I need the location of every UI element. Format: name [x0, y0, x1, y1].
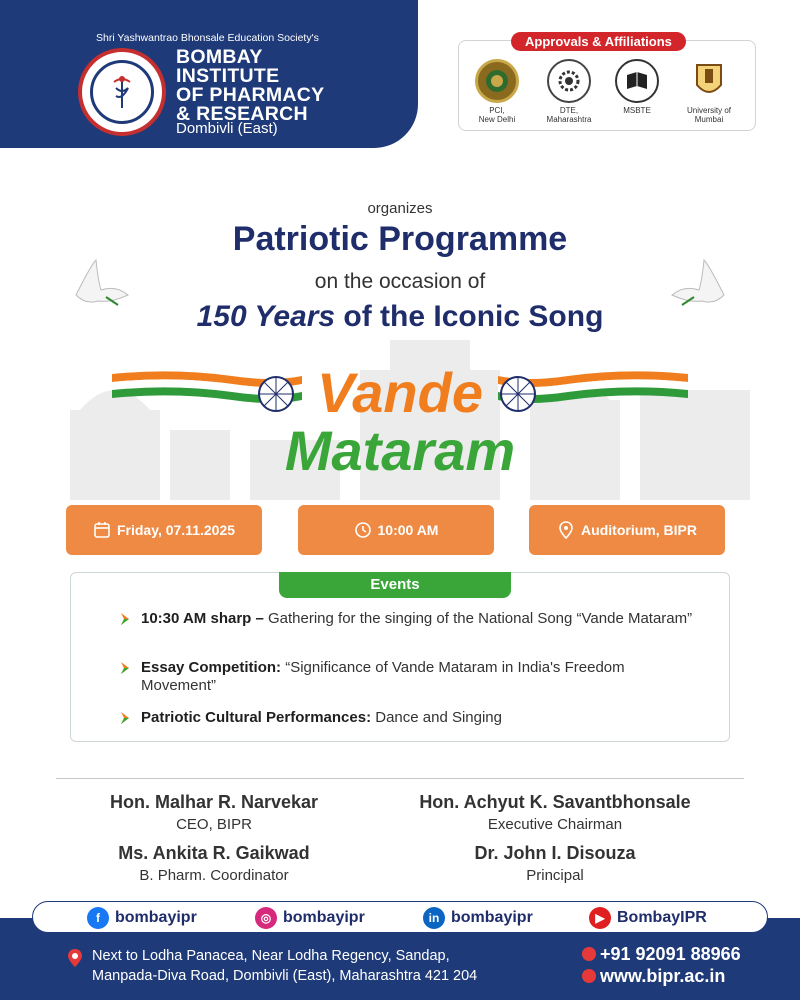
- person-ceo: Hon. Malhar R. Narvekar CEO, BIPR: [109, 792, 319, 833]
- event-item: 10:30 AM sharp – Gathering for the singing of the National Song “Vande Mataram”: [141, 610, 701, 628]
- footer-website[interactable]: www.bipr.ac.in: [582, 966, 725, 987]
- organizes-text: organizes: [367, 200, 433, 217]
- address-pin-icon: [66, 948, 84, 968]
- venue-box: [529, 505, 725, 555]
- approvals-panel: [458, 34, 756, 131]
- chevron-right-icon: [119, 711, 131, 725]
- right-dove-icon: [664, 255, 734, 325]
- instagram-link[interactable]: ◎ bombayipr: [255, 907, 365, 929]
- instagram-icon: ◎: [255, 907, 277, 929]
- institute-logo: [78, 48, 166, 136]
- pci-seal-icon: [475, 59, 519, 103]
- location-pin-icon: [557, 521, 575, 539]
- clock-icon: [354, 521, 372, 539]
- section-divider: [56, 778, 744, 779]
- venue-text: Auditorium, BIPR: [581, 522, 697, 538]
- facebook-link[interactable]: f bombayipr: [87, 907, 197, 929]
- person-coordinator: Ms. Ankita R. Gaikwad B. Pharm. Coordinator: [118, 843, 310, 884]
- youtube-icon: ▶: [589, 907, 611, 929]
- globe-icon: [582, 969, 596, 983]
- approval-dte: DTE, Maharashtra: [539, 59, 599, 124]
- vande-title: Vande: [317, 361, 483, 424]
- person-principal: Dr. John I. Disouza Principal: [474, 843, 636, 884]
- approval-mumbai-university: University of Mumbai: [679, 59, 739, 124]
- date-box: [66, 505, 262, 555]
- youtube-link[interactable]: ▶ BombayIPR: [589, 907, 707, 929]
- date-text: Friday, 07.11.2025: [116, 522, 236, 538]
- footer-address: Next to Lodha Panacea, Near Lodha Regency, Sandap, Manpada-Diva Road, Dombivli (East), Maharashtra 421 204: [92, 948, 478, 984]
- social-bar: [32, 901, 768, 933]
- mumbai-university-crest-icon: [687, 59, 731, 103]
- mataram-title: Mataram: [284, 419, 516, 482]
- person-chairman: Hon. Achyut K. Savantbhonsale Executive Chairman: [419, 792, 691, 833]
- occasion-text: on the occasion of: [314, 270, 486, 293]
- institute-location: Dombivli (East): [176, 120, 278, 137]
- events-title: Events: [279, 572, 511, 598]
- approval-pci: PCI, New Delhi: [467, 59, 527, 124]
- event-item: Patriotic Cultural Performances: Dance and Singing: [141, 709, 701, 727]
- facebook-icon: f: [87, 907, 109, 929]
- time-text: 10:00 AM: [377, 522, 439, 538]
- approvals-title: Approvals & Affiliations: [511, 32, 686, 51]
- chevron-right-icon: [119, 661, 131, 675]
- years-heading: 150 Years of the Iconic Song: [196, 300, 604, 333]
- footer-phone[interactable]: +91 92091 88966: [582, 944, 741, 965]
- institute-name: BOMBAY INSTITUTE OF PHARMACY & RESEARCH: [176, 46, 325, 125]
- approval-msbte: MSBTE: [607, 59, 667, 115]
- caduceus-icon: [90, 60, 154, 124]
- msbte-book-icon: [615, 59, 659, 103]
- linkedin-link[interactable]: in bombayipr: [423, 907, 533, 929]
- calendar-icon: [93, 521, 111, 539]
- dte-gear-icon: [547, 59, 591, 103]
- phone-icon: [582, 947, 596, 961]
- chevron-right-icon: [119, 612, 131, 626]
- events-panel: [70, 572, 730, 742]
- left-dove-icon: [66, 255, 136, 325]
- time-box: [298, 505, 494, 555]
- linkedin-icon: in: [423, 907, 445, 929]
- society-name: Shri Yashwantrao Bhonsale Education Society's: [96, 32, 319, 44]
- event-item: Essay Competition: “Significance of Vande Mataram in India's Freedom Movement”: [141, 659, 701, 695]
- programme-title: Patriotic Programme: [232, 220, 568, 258]
